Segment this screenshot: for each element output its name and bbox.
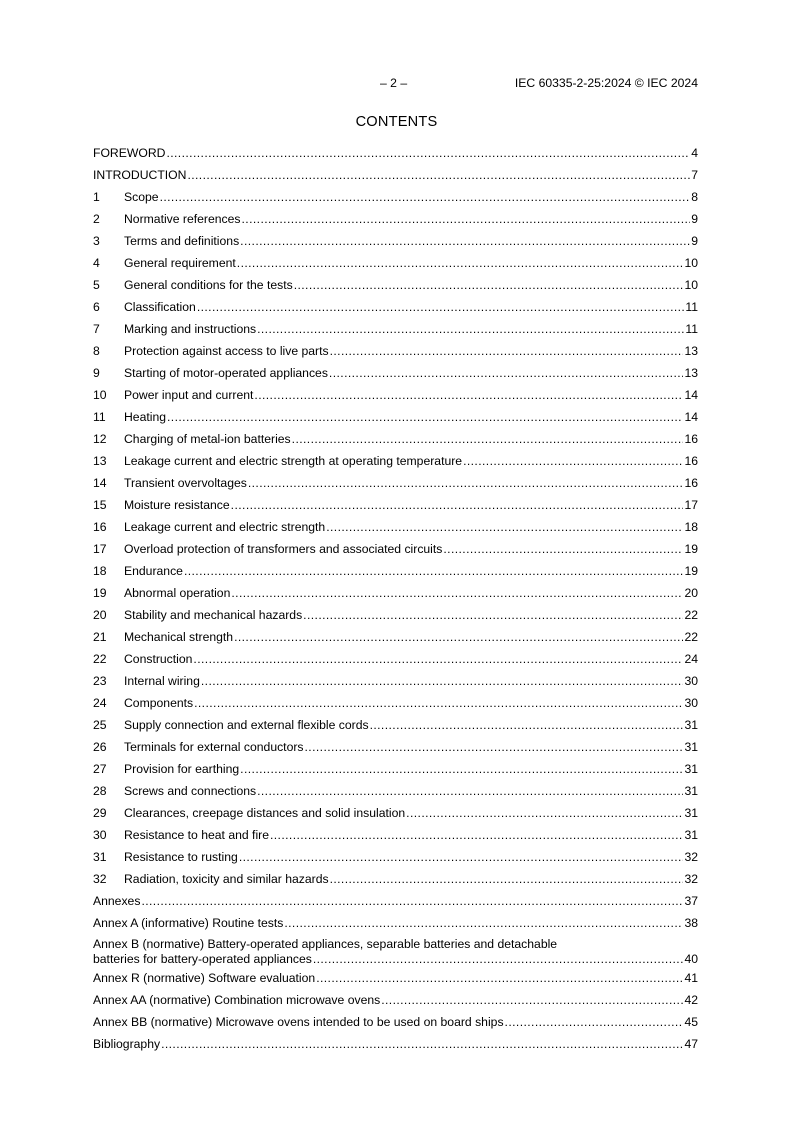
toc-entry-title-continued: batteries for battery-operated appliances: [93, 952, 312, 966]
toc-entry-title: Scope: [124, 190, 159, 204]
dot-leader: [184, 563, 683, 579]
toc-entry-number: 2: [93, 212, 100, 226]
toc-entry-page: 22: [684, 630, 698, 644]
toc-entry-title: Protection against access to live parts: [124, 344, 329, 358]
toc-entry-page: 7: [691, 168, 698, 182]
toc-entry-page: 37: [684, 894, 698, 908]
toc-entry-number: 14: [93, 476, 107, 490]
dot-leader: [167, 409, 683, 425]
toc-entry-page: 16: [684, 454, 698, 468]
toc-entry-title: Internal wiring: [124, 674, 200, 688]
toc-entry-title: Normative references: [124, 212, 241, 226]
toc-entry-page: 32: [684, 872, 698, 886]
toc-entry[interactable]: [93, 541, 698, 563]
toc-entry-title: Leakage current and electric strength at operating temperature: [124, 454, 463, 468]
toc-entry[interactable]: [93, 365, 698, 387]
toc-entry[interactable]: [93, 255, 698, 277]
toc-entry[interactable]: [93, 277, 698, 299]
toc-entry-title: INTRODUCTION: [93, 168, 187, 182]
dot-leader: [381, 992, 683, 1008]
toc-entry[interactable]: [93, 145, 698, 167]
toc-entry-title: General conditions for the tests: [124, 278, 293, 292]
toc-entry[interactable]: [93, 233, 698, 255]
toc-entry-page: 38: [684, 916, 698, 930]
toc-entry[interactable]: [93, 1036, 698, 1058]
toc-entry[interactable]: [93, 519, 698, 541]
toc-entry-page: 10: [684, 278, 698, 292]
toc-entry-page: 31: [684, 784, 698, 798]
toc-entry-page: 32: [684, 850, 698, 864]
toc-entry[interactable]: [93, 849, 698, 871]
toc-entry[interactable]: [93, 211, 698, 233]
toc-entry-page: 4: [691, 146, 698, 160]
toc-entry-title: Overload protection of transformers and associated circuits: [124, 542, 443, 556]
toc-entry[interactable]: [93, 585, 698, 607]
toc-entry-title: FOREWORD: [93, 146, 166, 160]
toc-entry-title: Classification: [124, 300, 196, 314]
toc-entry-page: 10: [684, 256, 698, 270]
toc-entry-title: Annex R (normative) Software evaluation: [93, 971, 316, 985]
toc-entry[interactable]: [93, 321, 698, 343]
dot-leader: [329, 365, 684, 381]
toc-entry-page: 13: [684, 344, 698, 358]
dot-leader: [257, 321, 684, 337]
dot-leader: [316, 970, 683, 986]
toc-entry-number: 8: [93, 344, 100, 358]
toc-entry[interactable]: [93, 717, 698, 739]
toc-entry-title: Resistance to heat and fire: [124, 828, 269, 842]
dot-leader: [294, 277, 684, 293]
toc-entry[interactable]: [93, 893, 698, 915]
toc-entry-title: Terms and definitions: [124, 234, 240, 248]
toc-entry-title: Endurance: [124, 564, 183, 578]
toc-entry[interactable]: [93, 167, 698, 189]
dot-leader: [330, 871, 684, 887]
dot-leader: [330, 343, 684, 359]
dot-leader: [284, 915, 683, 931]
toc-entry-number: 23: [93, 674, 107, 688]
toc-entry-page: 41: [684, 971, 698, 985]
contents-heading: CONTENTS: [355, 114, 438, 130]
toc-entry-page: 19: [684, 564, 698, 578]
toc-entry-page: 30: [684, 674, 698, 688]
toc-entry-title: Annex B (normative) Battery-operated appliances, separable batteries and detachable: [93, 937, 558, 951]
dot-leader: [240, 761, 683, 777]
dot-leader: [187, 167, 690, 183]
toc-entry-number: 22: [93, 652, 107, 666]
toc-entry-page: 42: [684, 993, 698, 1007]
dot-leader: [237, 255, 684, 271]
dot-leader: [248, 475, 684, 491]
toc-entry-title: Starting of motor-operated appliances: [124, 366, 328, 380]
toc-entry-page: 16: [684, 476, 698, 490]
dot-leader: [231, 585, 683, 601]
dot-leader: [270, 827, 683, 843]
toc-entry-number: 7: [93, 322, 100, 336]
toc-entry[interactable]: [93, 629, 698, 651]
toc-entry-number: 32: [93, 872, 107, 886]
toc-entry-page: 11: [685, 322, 698, 336]
page-header: [0, 76, 793, 92]
toc-entry-number: 20: [93, 608, 107, 622]
dot-leader: [242, 211, 691, 227]
toc-entry-title: Construction: [124, 652, 193, 666]
toc-entry-number: 28: [93, 784, 107, 798]
toc-entry-title: Moisture resistance: [124, 498, 230, 512]
toc-entry-title: Abnormal operation: [124, 586, 231, 600]
toc-entry-number: 27: [93, 762, 107, 776]
toc-entry-page: 16: [684, 432, 698, 446]
toc-entry-number: 17: [93, 542, 107, 556]
toc-entry-page: 17: [684, 498, 698, 512]
dot-leader: [141, 893, 683, 909]
toc-entry[interactable]: [93, 563, 698, 585]
dot-leader: [326, 519, 683, 535]
toc-entry-title: Marking and instructions: [124, 322, 257, 336]
toc-entry-page: 45: [684, 1015, 698, 1029]
toc-entry[interactable]: [93, 343, 698, 365]
toc-entry[interactable]: [93, 992, 698, 1014]
toc-entry-page: 31: [684, 718, 698, 732]
toc-entry-number: 25: [93, 718, 107, 732]
toc-entry[interactable]: [93, 1014, 698, 1036]
toc-entry-title: Annexes: [93, 894, 141, 908]
toc-entry-title: Mechanical strength: [124, 630, 234, 644]
toc-entry-page: 20: [684, 586, 698, 600]
toc-entry-page: 18: [684, 520, 698, 534]
toc-entry[interactable]: [93, 189, 698, 211]
toc-entry-number: 31: [93, 850, 107, 864]
dot-leader: [160, 189, 691, 205]
dot-leader: [194, 695, 683, 711]
toc-entry-page: 8: [691, 190, 698, 204]
toc-entry[interactable]: [93, 299, 698, 321]
toc-entry-title: Terminals for external conductors: [124, 740, 304, 754]
toc-entry[interactable]: [93, 475, 698, 497]
toc-entry-page: 31: [684, 762, 698, 776]
toc-entry-number: 9: [93, 366, 100, 380]
dot-leader: [370, 717, 684, 733]
toc-entry[interactable]: [93, 673, 698, 695]
dot-leader: [443, 541, 683, 557]
toc-entry-page: 19: [684, 542, 698, 556]
toc-entry-title: Power input and current: [124, 388, 254, 402]
toc-entry-number: 30: [93, 828, 107, 842]
toc-entry-number: 6: [93, 300, 100, 314]
dot-leader: [239, 849, 684, 865]
toc-entry[interactable]: [93, 970, 698, 992]
toc-entry-title: Radiation, toxicity and similar hazards: [124, 872, 329, 886]
dot-leader: [463, 453, 683, 469]
toc-entry-title: General requirement: [124, 256, 236, 270]
toc-entry[interactable]: [93, 387, 698, 409]
toc-entry[interactable]: [93, 409, 698, 431]
toc-entry-title: Annex BB (normative) Microwave ovens intended to be used on board ships: [93, 1015, 504, 1029]
toc-entry-page: 31: [684, 740, 698, 754]
toc-entry-number: 11: [93, 410, 106, 424]
toc-entry-number: 19: [93, 586, 107, 600]
dot-leader: [305, 739, 684, 755]
toc-entry-title: Transient overvoltages: [124, 476, 247, 490]
toc-entry-page: 9: [691, 234, 698, 248]
toc-entry[interactable]: [93, 783, 698, 805]
dot-leader: [505, 1014, 684, 1030]
toc-entry-number: 5: [93, 278, 100, 292]
toc-entry[interactable]: [93, 497, 698, 519]
toc-entry-number: 12: [93, 432, 107, 446]
toc-entry-title: Clearances, creepage distances and solid insulation: [124, 806, 406, 820]
toc-entry[interactable]: [93, 431, 698, 453]
toc-entry-page: 22: [684, 608, 698, 622]
toc-entry-number: 21: [93, 630, 107, 644]
dot-leader: [193, 651, 683, 667]
toc-entry[interactable]: [93, 607, 698, 629]
toc-entry-number: 10: [93, 388, 107, 402]
toc-entry-title: Charging of metal-ion batteries: [124, 432, 291, 446]
toc-entry-title: Screws and connections: [124, 784, 257, 798]
toc-entry-page: 13: [684, 366, 698, 380]
toc-entry-title: Annex A (informative) Routine tests: [93, 916, 284, 930]
dot-leader: [234, 629, 683, 645]
toc-entry-page: 31: [684, 828, 698, 842]
toc-entry-number: 15: [93, 498, 107, 512]
toc-entry-title: Stability and mechanical hazards: [124, 608, 303, 622]
toc-entry[interactable]: [93, 453, 698, 475]
toc-entry-page: 47: [684, 1037, 698, 1051]
page-number: – 2 –: [380, 76, 408, 90]
toc-entry-page: 24: [684, 652, 698, 666]
dot-leader: [303, 607, 683, 623]
toc-entry-page: 11: [685, 300, 698, 314]
toc-entry-title: Annex AA (normative) Combination microwave ovens: [93, 993, 381, 1007]
toc-entry-title: Heating: [124, 410, 167, 424]
toc-entry-title: Bibliography: [93, 1037, 161, 1051]
toc-entry-number: 24: [93, 696, 107, 710]
toc-entry-page: 9: [691, 212, 698, 226]
toc-entry-number: 3: [93, 234, 100, 248]
toc-entry[interactable]: [93, 695, 698, 717]
toc-entry-title: Leakage current and electric strength: [124, 520, 326, 534]
dot-leader: [313, 951, 684, 967]
toc-entry-page: 14: [684, 410, 698, 424]
toc-entry-number: 26: [93, 740, 107, 754]
dot-leader: [292, 431, 684, 447]
dot-leader: [406, 805, 683, 821]
dot-leader: [201, 673, 684, 689]
toc-entry[interactable]: [93, 871, 698, 893]
toc-entry-number: 13: [93, 454, 107, 468]
toc-entry-title: Components: [124, 696, 194, 710]
toc-entry-title: Resistance to rusting: [124, 850, 238, 864]
toc-entry-page: 40: [684, 952, 698, 966]
toc-entry-title: Supply connection and external flexible cords: [124, 718, 369, 732]
dot-leader: [240, 233, 690, 249]
toc-entry[interactable]: [93, 651, 698, 673]
toc-entry-title: Provision for earthing: [124, 762, 240, 776]
dot-leader: [161, 1036, 683, 1052]
toc-entry[interactable]: [93, 805, 698, 827]
toc-entry-number: 1: [93, 190, 100, 204]
toc-entry-number: 4: [93, 256, 100, 270]
toc-entry-page: 14: [684, 388, 698, 402]
toc-entry[interactable]: [93, 761, 698, 783]
document-reference: IEC 60335-2-25:2024 © IEC 2024: [514, 76, 698, 90]
toc-entry-number: 29: [93, 806, 107, 820]
toc-entry[interactable]: [93, 739, 698, 761]
toc-entry-page: 30: [684, 696, 698, 710]
dot-leader: [197, 299, 685, 315]
toc-entry[interactable]: [93, 827, 698, 849]
dot-leader: [257, 783, 683, 799]
dot-leader: [231, 497, 684, 513]
toc-entry[interactable]: [93, 915, 698, 937]
dot-leader: [166, 145, 690, 161]
table-of-contents: [93, 145, 698, 1058]
dot-leader: [254, 387, 683, 403]
toc-entry-number: 18: [93, 564, 107, 578]
toc-entry[interactable]: [93, 937, 698, 970]
toc-entry-number: 16: [93, 520, 107, 534]
toc-entry-page: 31: [684, 806, 698, 820]
